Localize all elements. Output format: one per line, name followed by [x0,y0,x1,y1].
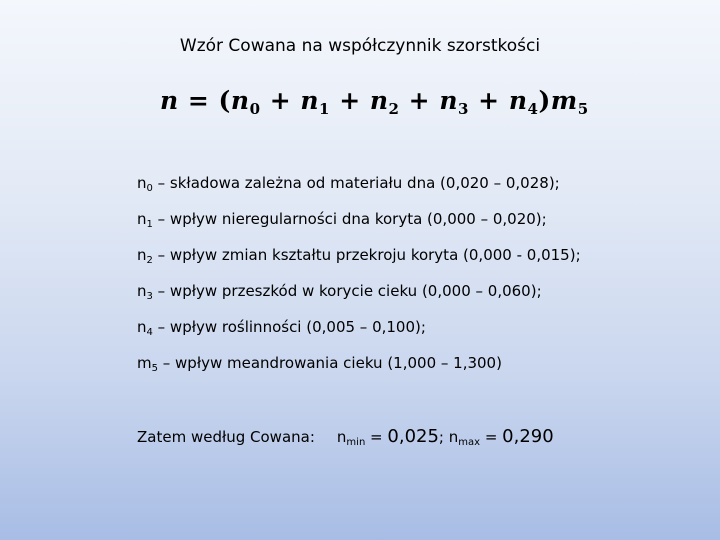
nmin-symbol: n [336,428,347,446]
definition-symbol-sub: 1 [146,219,153,230]
definition-symbol-sub: 4 [146,327,153,338]
conclusion-separator: ; [438,428,449,446]
formula-term-n2-sub: 2 [388,100,400,118]
definition-symbol: n [137,246,147,264]
nmin-equals: = [365,428,388,446]
definition-text: – wpływ roślinności (0,005 – 0,100); [152,318,426,336]
nmax-equals: = [480,428,503,446]
definition-n2 [137,246,581,282]
formula-lhs: n [160,86,179,115]
definitions-list [137,174,581,390]
slide-title: Wzór Cowana na współczynnik szorstkości [179,36,541,56]
formula-term-n3: n [439,86,459,115]
formula-term-n4: n [508,86,528,115]
definition-symbol: n [137,282,147,300]
definition-symbol: n [137,174,147,192]
formula-term-n0: n [230,86,250,115]
nmax-subscript: max [458,437,481,448]
formula-equals: = ( [178,86,231,115]
definition-text: – wpływ przeszkód w korycie cieku (0,000 – 0,060); [152,282,542,300]
definition-symbol: m [137,354,152,372]
formula-term-n0-sub: 0 [249,100,261,118]
formula-plus: + [468,86,509,115]
definition-text: – składowa zależna od materiału dna (0,020 – 0,028); [152,174,560,192]
definition-text: – wpływ nieregularności dna koryta (0,000 – 0,020); [152,210,547,228]
formula-factor-m5-sub: 5 [577,100,589,118]
definition-symbol-sub: 3 [146,291,153,302]
formula-term-n3-sub: 3 [458,100,469,118]
formula-plus: + [260,86,301,115]
definition-symbol: n [137,210,147,228]
definition-symbol-sub: 5 [151,363,158,374]
nmin-subscript: min [346,437,366,448]
formula-plus: + [329,86,370,115]
definition-symbol: n [137,318,147,336]
formula-close-paren: ) [538,86,551,115]
nmin-value: 0,025 [387,426,439,447]
definition-symbol-sub: 2 [146,255,153,266]
conclusion-line [137,426,554,448]
nmax-symbol: n [448,428,459,446]
definition-symbol-sub: 0 [146,183,153,194]
cowan-formula [160,86,589,118]
definition-text: – wpływ meandrowania cieku (1,000 – 1,300) [158,354,502,372]
nmax-value: 0,290 [502,426,554,447]
formula-term-n4-sub: 4 [527,100,539,118]
formula-factor-m5: m [550,86,578,115]
formula-term-n1-sub: 1 [319,100,330,118]
formula-term-n2: n [369,86,389,115]
definition-n0 [137,174,581,210]
definition-n1 [137,210,581,246]
definition-n4 [137,318,581,354]
definition-n3 [137,282,581,318]
formula-plus: + [399,86,440,115]
definition-text: – wpływ zmian kształtu przekroju koryta (0,000 - 0,015); [152,246,581,264]
formula-term-n1: n [300,86,320,115]
conclusion-label: Zatem według Cowana: [137,428,315,446]
definition-m5 [137,354,581,390]
